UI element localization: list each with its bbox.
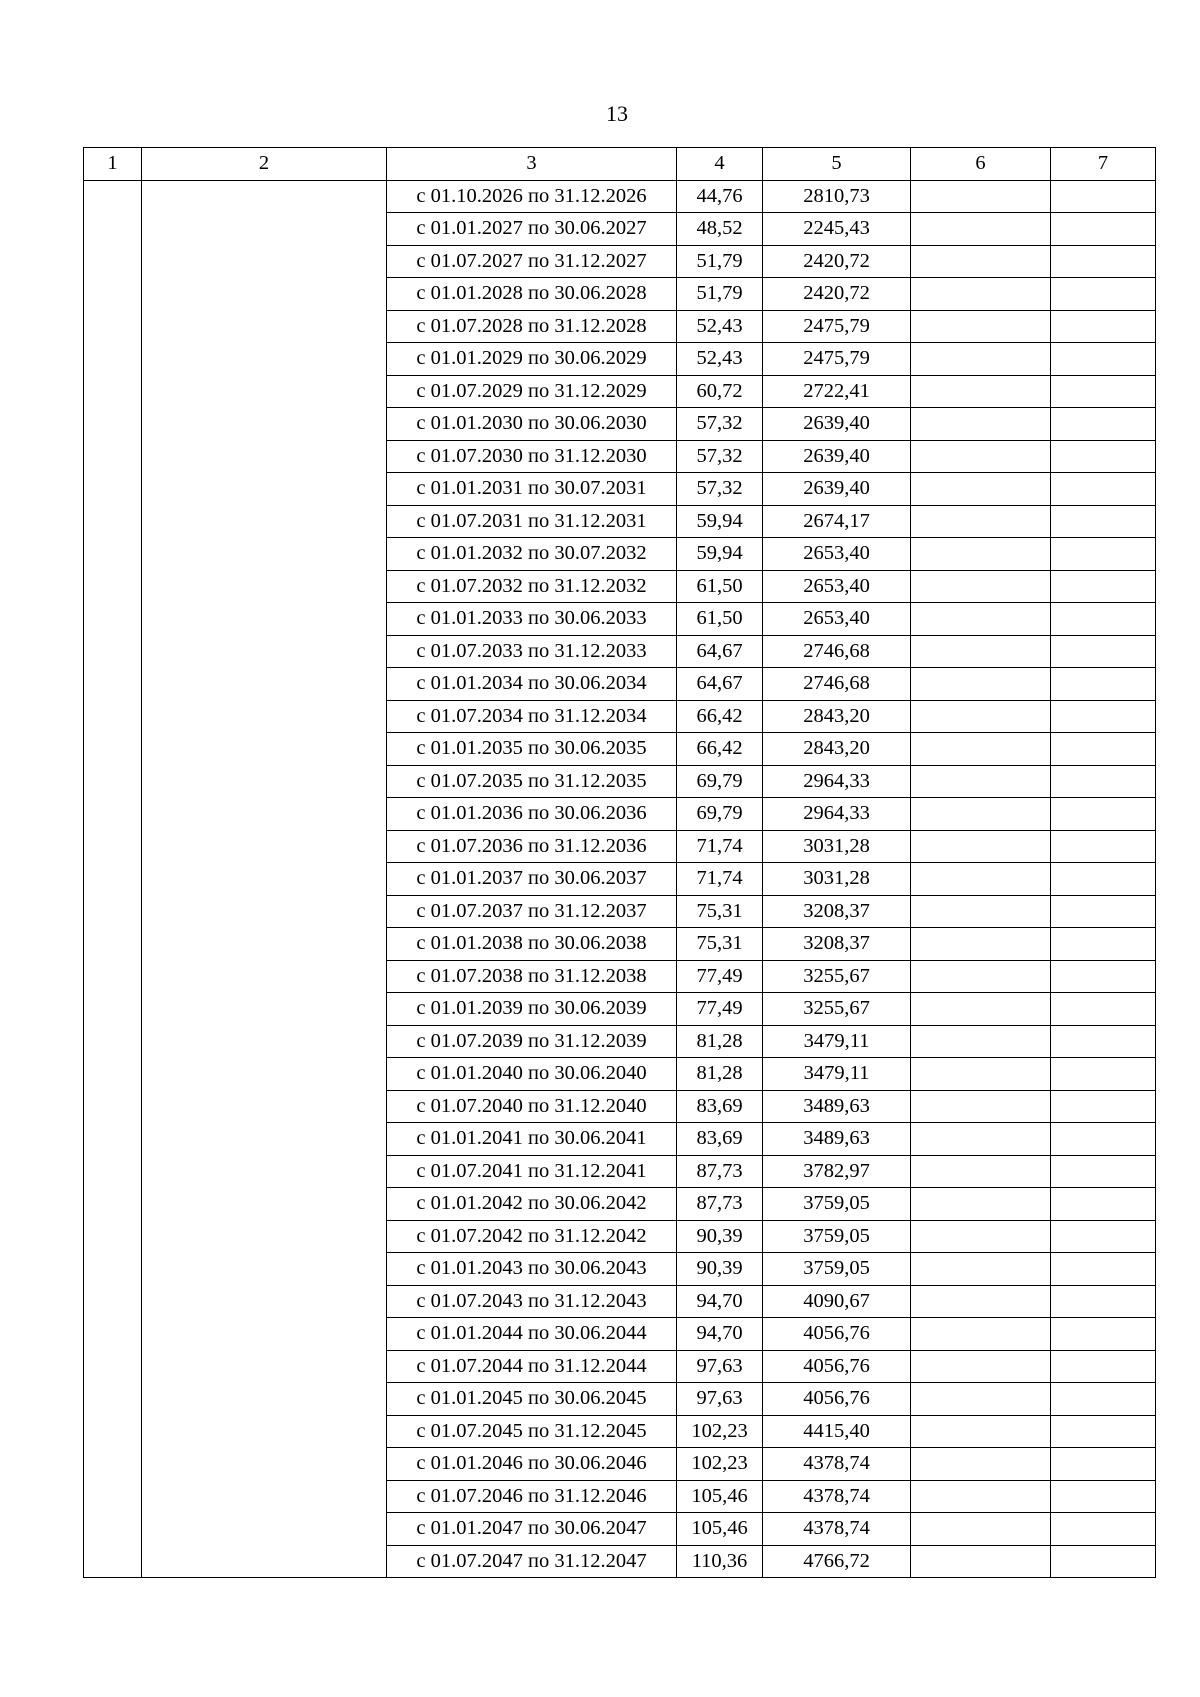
period-cell: с 01.07.2047 по 31.12.2047: [387, 1545, 677, 1578]
period-cell: с 01.01.2028 по 30.06.2028: [387, 278, 677, 311]
col5-value-cell: 4056,76: [763, 1383, 911, 1416]
col6-empty-cell: [911, 798, 1051, 831]
col4-value-cell: 71,74: [677, 830, 763, 863]
col5-value-cell: 2843,20: [763, 733, 911, 766]
col6-empty-cell: [911, 1415, 1051, 1448]
period-cell: с 01.01.2041 по 30.06.2041: [387, 1123, 677, 1156]
col4-value-cell: 64,67: [677, 635, 763, 668]
col4-value-cell: 71,74: [677, 863, 763, 896]
col5-value-cell: 4090,67: [763, 1285, 911, 1318]
period-cell: с 01.01.2045 по 30.06.2045: [387, 1383, 677, 1416]
col5-value-cell: 3479,11: [763, 1025, 911, 1058]
column-header: 6: [911, 148, 1051, 181]
column-header: 2: [142, 148, 387, 181]
col5-value-cell: 3759,05: [763, 1220, 911, 1253]
col6-empty-cell: [911, 1220, 1051, 1253]
period-cell: с 01.01.2047 по 30.06.2047: [387, 1513, 677, 1546]
col6-empty-cell: [911, 993, 1051, 1026]
col4-value-cell: 61,50: [677, 570, 763, 603]
column-header: 5: [763, 148, 911, 181]
col6-empty-cell: [911, 408, 1051, 441]
column-header: 3: [387, 148, 677, 181]
col6-empty-cell: [911, 180, 1051, 213]
period-cell: с 01.01.2040 по 30.06.2040: [387, 1058, 677, 1091]
col4-value-cell: 60,72: [677, 375, 763, 408]
period-cell: с 01.07.2029 по 31.12.2029: [387, 375, 677, 408]
col6-empty-cell: [911, 1025, 1051, 1058]
col6-empty-cell: [911, 1155, 1051, 1188]
col7-empty-cell: [1051, 213, 1156, 246]
col4-value-cell: 64,67: [677, 668, 763, 701]
period-cell: с 01.07.2028 по 31.12.2028: [387, 310, 677, 343]
column-header: 7: [1051, 148, 1156, 181]
period-cell: с 01.07.2038 по 31.12.2038: [387, 960, 677, 993]
col4-value-cell: 69,79: [677, 765, 763, 798]
col7-empty-cell: [1051, 570, 1156, 603]
period-cell: с 01.07.2044 по 31.12.2044: [387, 1350, 677, 1383]
col5-value-cell: 4378,74: [763, 1480, 911, 1513]
col4-value-cell: 66,42: [677, 733, 763, 766]
col6-empty-cell: [911, 1480, 1051, 1513]
col4-value-cell: 90,39: [677, 1253, 763, 1286]
col5-value-cell: 2722,41: [763, 375, 911, 408]
col5-value-cell: 3479,11: [763, 1058, 911, 1091]
col6-empty-cell: [911, 245, 1051, 278]
col4-value-cell: 52,43: [677, 343, 763, 376]
col4-value-cell: 57,32: [677, 440, 763, 473]
period-cell: с 01.07.2046 по 31.12.2046: [387, 1480, 677, 1513]
col5-value-cell: 2245,43: [763, 213, 911, 246]
col4-value-cell: 87,73: [677, 1155, 763, 1188]
col7-empty-cell: [1051, 1285, 1156, 1318]
tariff-table: [83, 147, 1156, 1578]
col4-value-cell: 102,23: [677, 1415, 763, 1448]
col4-value-cell: 87,73: [677, 1188, 763, 1221]
col7-empty-cell: [1051, 635, 1156, 668]
col5-value-cell: 2964,33: [763, 765, 911, 798]
col6-empty-cell: [911, 733, 1051, 766]
col5-value-cell: 3759,05: [763, 1188, 911, 1221]
col7-empty-cell: [1051, 1448, 1156, 1481]
col5-value-cell: 3782,97: [763, 1155, 911, 1188]
col5-value-cell: 2810,73: [763, 180, 911, 213]
period-cell: с 01.07.2045 по 31.12.2045: [387, 1415, 677, 1448]
col5-value-cell: 4378,74: [763, 1513, 911, 1546]
col7-empty-cell: [1051, 1318, 1156, 1351]
col5-value-cell: 3255,67: [763, 993, 911, 1026]
col6-empty-cell: [911, 1188, 1051, 1221]
column-number-row: [84, 148, 1156, 181]
period-cell: с 01.07.2032 по 31.12.2032: [387, 570, 677, 603]
col6-empty-cell: [911, 1318, 1051, 1351]
col7-empty-cell: [1051, 343, 1156, 376]
col4-value-cell: 110,36: [677, 1545, 763, 1578]
period-cell: с 01.01.2046 по 30.06.2046: [387, 1448, 677, 1481]
col6-empty-cell: [911, 1090, 1051, 1123]
col5-value-cell: 4378,74: [763, 1448, 911, 1481]
col4-value-cell: 94,70: [677, 1318, 763, 1351]
col7-empty-cell: [1051, 765, 1156, 798]
col6-empty-cell: [911, 473, 1051, 506]
page-number: 13: [606, 101, 628, 126]
period-cell: с 01.01.2043 по 30.06.2043: [387, 1253, 677, 1286]
period-cell: с 01.07.2041 по 31.12.2041: [387, 1155, 677, 1188]
col5-value-cell: 2420,72: [763, 245, 911, 278]
col7-empty-cell: [1051, 700, 1156, 733]
col5-value-cell: 2639,40: [763, 440, 911, 473]
period-cell: с 01.01.2031 по 30.07.2031: [387, 473, 677, 506]
col4-value-cell: 94,70: [677, 1285, 763, 1318]
col6-empty-cell: [911, 960, 1051, 993]
col7-empty-cell: [1051, 1350, 1156, 1383]
col5-value-cell: 3031,28: [763, 830, 911, 863]
col4-value-cell: 48,52: [677, 213, 763, 246]
col7-empty-cell: [1051, 1415, 1156, 1448]
col6-empty-cell: [911, 1383, 1051, 1416]
col6-empty-cell: [911, 1253, 1051, 1286]
col5-value-cell: 2674,17: [763, 505, 911, 538]
col4-value-cell: 90,39: [677, 1220, 763, 1253]
col7-empty-cell: [1051, 505, 1156, 538]
col4-value-cell: 59,94: [677, 505, 763, 538]
period-cell: с 01.01.2037 по 30.06.2037: [387, 863, 677, 896]
col5-value-cell: 2653,40: [763, 570, 911, 603]
col5-value-cell: 3489,63: [763, 1090, 911, 1123]
col5-value-cell: 2653,40: [763, 538, 911, 571]
col4-value-cell: 81,28: [677, 1058, 763, 1091]
merged-cell-col2: [142, 180, 387, 1578]
col5-value-cell: 3255,67: [763, 960, 911, 993]
col5-value-cell: 3759,05: [763, 1253, 911, 1286]
col6-empty-cell: [911, 213, 1051, 246]
col7-empty-cell: [1051, 245, 1156, 278]
period-cell: с 01.01.2038 по 30.06.2038: [387, 928, 677, 961]
col6-empty-cell: [911, 375, 1051, 408]
col7-empty-cell: [1051, 960, 1156, 993]
period-cell: с 01.07.2027 по 31.12.2027: [387, 245, 677, 278]
period-cell: с 01.07.2039 по 31.12.2039: [387, 1025, 677, 1058]
period-cell: с 01.07.2040 по 31.12.2040: [387, 1090, 677, 1123]
col5-value-cell: 2964,33: [763, 798, 911, 831]
period-cell: с 01.01.2030 по 30.06.2030: [387, 408, 677, 441]
col7-empty-cell: [1051, 733, 1156, 766]
period-cell: с 01.10.2026 по 31.12.2026: [387, 180, 677, 213]
col7-empty-cell: [1051, 993, 1156, 1026]
col7-empty-cell: [1051, 1383, 1156, 1416]
period-cell: с 01.07.2036 по 31.12.2036: [387, 830, 677, 863]
col7-empty-cell: [1051, 1123, 1156, 1156]
col5-value-cell: 4056,76: [763, 1350, 911, 1383]
col6-empty-cell: [911, 1545, 1051, 1578]
col5-value-cell: 4415,40: [763, 1415, 911, 1448]
col4-value-cell: 97,63: [677, 1383, 763, 1416]
col6-empty-cell: [911, 505, 1051, 538]
col6-empty-cell: [911, 1285, 1051, 1318]
col6-empty-cell: [911, 1448, 1051, 1481]
col7-empty-cell: [1051, 863, 1156, 896]
col7-empty-cell: [1051, 1090, 1156, 1123]
col6-empty-cell: [911, 343, 1051, 376]
col7-empty-cell: [1051, 538, 1156, 571]
col6-empty-cell: [911, 1350, 1051, 1383]
period-cell: с 01.01.2039 по 30.06.2039: [387, 993, 677, 1026]
col5-value-cell: 3489,63: [763, 1123, 911, 1156]
col7-empty-cell: [1051, 375, 1156, 408]
column-header: 4: [677, 148, 763, 181]
col5-value-cell: 2746,68: [763, 635, 911, 668]
col7-empty-cell: [1051, 1253, 1156, 1286]
period-cell: с 01.07.2043 по 31.12.2043: [387, 1285, 677, 1318]
col5-value-cell: 2639,40: [763, 408, 911, 441]
col4-value-cell: 57,32: [677, 408, 763, 441]
period-cell: с 01.07.2037 по 31.12.2037: [387, 895, 677, 928]
period-cell: с 01.07.2034 по 31.12.2034: [387, 700, 677, 733]
col7-empty-cell: [1051, 668, 1156, 701]
col5-value-cell: 4766,72: [763, 1545, 911, 1578]
col5-value-cell: 2475,79: [763, 310, 911, 343]
col6-empty-cell: [911, 538, 1051, 571]
col4-value-cell: 83,69: [677, 1123, 763, 1156]
col7-empty-cell: [1051, 408, 1156, 441]
col5-value-cell: 2843,20: [763, 700, 911, 733]
col5-value-cell: 3208,37: [763, 928, 911, 961]
col6-empty-cell: [911, 603, 1051, 636]
col4-value-cell: 97,63: [677, 1350, 763, 1383]
col7-empty-cell: [1051, 310, 1156, 343]
col4-value-cell: 105,46: [677, 1513, 763, 1546]
col5-value-cell: 2639,40: [763, 473, 911, 506]
col6-empty-cell: [911, 700, 1051, 733]
col7-empty-cell: [1051, 1513, 1156, 1546]
col6-empty-cell: [911, 278, 1051, 311]
col4-value-cell: 75,31: [677, 895, 763, 928]
col4-value-cell: 52,43: [677, 310, 763, 343]
col4-value-cell: 44,76: [677, 180, 763, 213]
col7-empty-cell: [1051, 180, 1156, 213]
period-cell: с 01.01.2034 по 30.06.2034: [387, 668, 677, 701]
col6-empty-cell: [911, 1123, 1051, 1156]
col7-empty-cell: [1051, 1188, 1156, 1221]
col7-empty-cell: [1051, 830, 1156, 863]
col4-value-cell: 51,79: [677, 245, 763, 278]
col5-value-cell: 2653,40: [763, 603, 911, 636]
period-cell: с 01.01.2036 по 30.06.2036: [387, 798, 677, 831]
col6-empty-cell: [911, 830, 1051, 863]
period-cell: с 01.01.2027 по 30.06.2027: [387, 213, 677, 246]
col6-empty-cell: [911, 863, 1051, 896]
col6-empty-cell: [911, 440, 1051, 473]
col6-empty-cell: [911, 1513, 1051, 1546]
col6-empty-cell: [911, 765, 1051, 798]
col7-empty-cell: [1051, 278, 1156, 311]
merged-cell-col1: [84, 180, 142, 1578]
col5-value-cell: 2420,72: [763, 278, 911, 311]
col6-empty-cell: [911, 635, 1051, 668]
period-cell: с 01.01.2035 по 30.06.2035: [387, 733, 677, 766]
col4-value-cell: 105,46: [677, 1480, 763, 1513]
col7-empty-cell: [1051, 1025, 1156, 1058]
table-body: [84, 180, 1156, 1578]
col4-value-cell: 51,79: [677, 278, 763, 311]
period-cell: с 01.07.2042 по 31.12.2042: [387, 1220, 677, 1253]
col7-empty-cell: [1051, 928, 1156, 961]
col6-empty-cell: [911, 1058, 1051, 1091]
col4-value-cell: 59,94: [677, 538, 763, 571]
col4-value-cell: 66,42: [677, 700, 763, 733]
col5-value-cell: 3208,37: [763, 895, 911, 928]
col6-empty-cell: [911, 928, 1051, 961]
col6-empty-cell: [911, 570, 1051, 603]
col6-empty-cell: [911, 310, 1051, 343]
column-header: 1: [84, 148, 142, 181]
col7-empty-cell: [1051, 473, 1156, 506]
col4-value-cell: 77,49: [677, 960, 763, 993]
period-cell: с 01.01.2029 по 30.06.2029: [387, 343, 677, 376]
col4-value-cell: 81,28: [677, 1025, 763, 1058]
period-cell: с 01.01.2044 по 30.06.2044: [387, 1318, 677, 1351]
col7-empty-cell: [1051, 798, 1156, 831]
col7-empty-cell: [1051, 1480, 1156, 1513]
col7-empty-cell: [1051, 895, 1156, 928]
col7-empty-cell: [1051, 603, 1156, 636]
col6-empty-cell: [911, 895, 1051, 928]
col7-empty-cell: [1051, 1545, 1156, 1578]
col7-empty-cell: [1051, 1220, 1156, 1253]
col5-value-cell: 2475,79: [763, 343, 911, 376]
period-cell: с 01.01.2033 по 30.06.2033: [387, 603, 677, 636]
period-cell: с 01.01.2042 по 30.06.2042: [387, 1188, 677, 1221]
table-row: [84, 180, 1156, 213]
col5-value-cell: 2746,68: [763, 668, 911, 701]
period-cell: с 01.07.2031 по 31.12.2031: [387, 505, 677, 538]
period-cell: с 01.07.2035 по 31.12.2035: [387, 765, 677, 798]
col6-empty-cell: [911, 668, 1051, 701]
col5-value-cell: 3031,28: [763, 863, 911, 896]
col7-empty-cell: [1051, 1058, 1156, 1091]
col7-empty-cell: [1051, 1155, 1156, 1188]
col7-empty-cell: [1051, 440, 1156, 473]
col4-value-cell: 77,49: [677, 993, 763, 1026]
col4-value-cell: 83,69: [677, 1090, 763, 1123]
col4-value-cell: 69,79: [677, 798, 763, 831]
col4-value-cell: 57,32: [677, 473, 763, 506]
period-cell: с 01.07.2033 по 31.12.2033: [387, 635, 677, 668]
col5-value-cell: 4056,76: [763, 1318, 911, 1351]
col4-value-cell: 75,31: [677, 928, 763, 961]
col4-value-cell: 61,50: [677, 603, 763, 636]
period-cell: с 01.01.2032 по 30.07.2032: [387, 538, 677, 571]
col4-value-cell: 102,23: [677, 1448, 763, 1481]
period-cell: с 01.07.2030 по 31.12.2030: [387, 440, 677, 473]
